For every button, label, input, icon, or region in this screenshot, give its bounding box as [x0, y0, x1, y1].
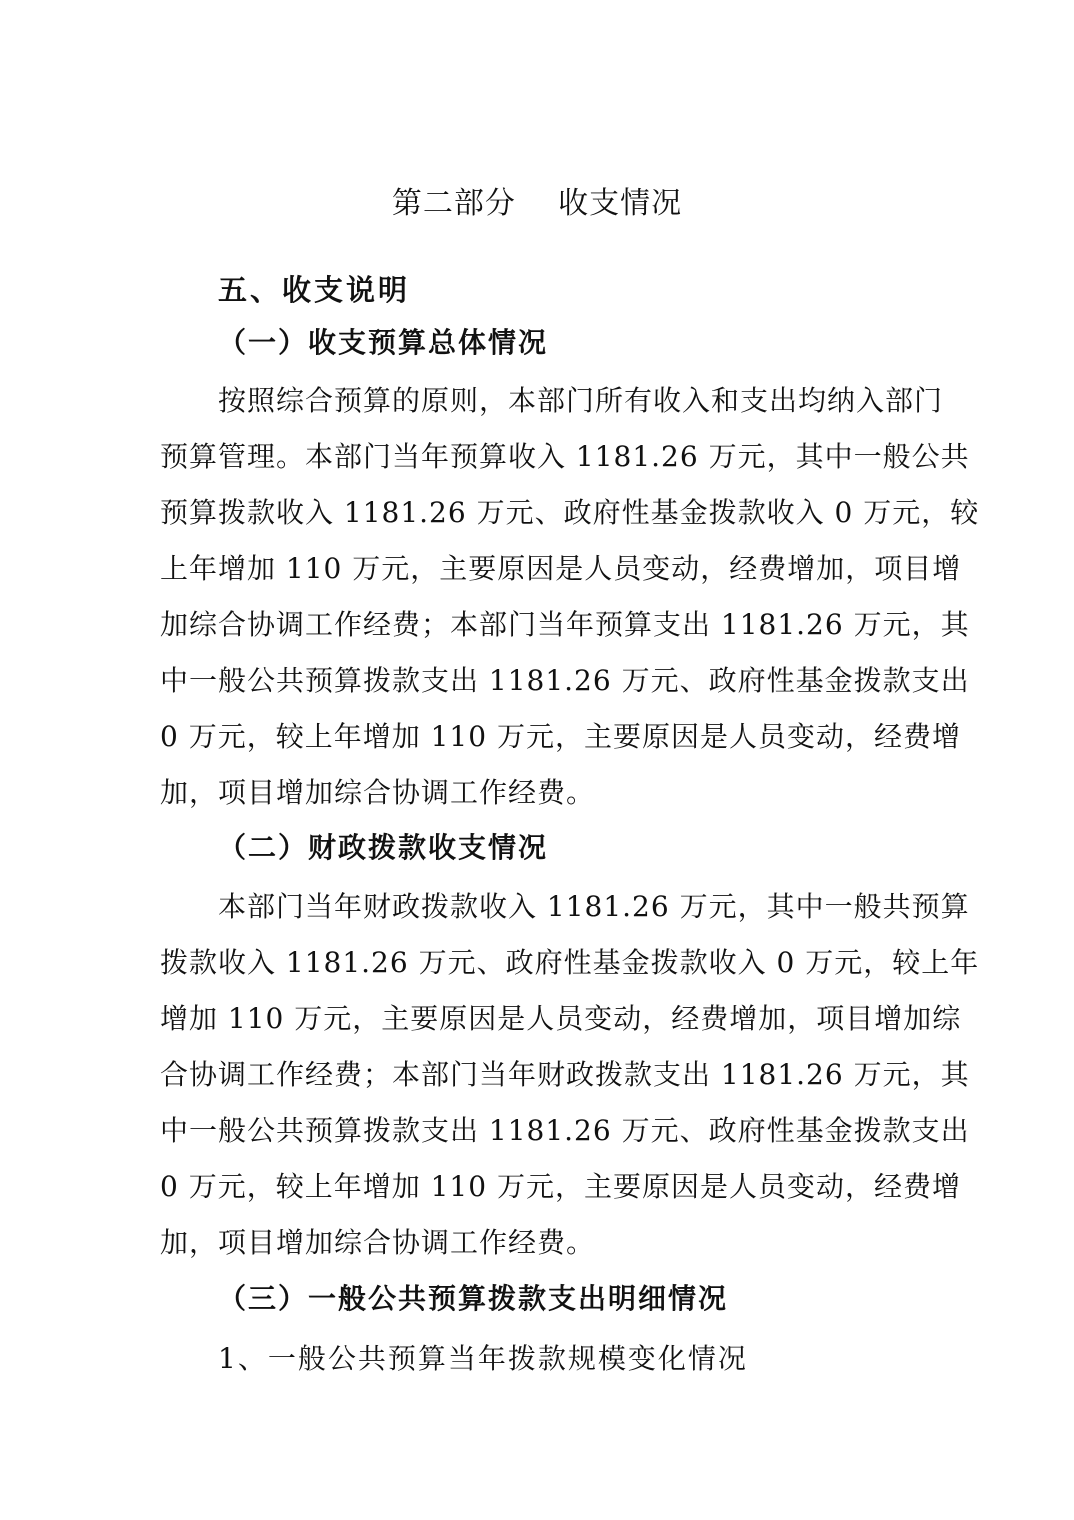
paragraph-line: 0 万元，较上年增加 110 万元，主要原因是人员变动，经费增 [160, 720, 961, 753]
paragraph-line: 预算管理。本部门当年预算收入 1181.26 万元，其中一般公共 [160, 440, 970, 473]
paragraph-line: 合协调工作经费；本部门当年财政拨款支出 1181.26 万元，其 [160, 1058, 970, 1091]
paragraph-line: 加综合协调工作经费；本部门当年预算支出 1181.26 万元，其 [160, 608, 970, 641]
paragraph-line: 本部门当年财政拨款收入 1181.26 万元，其中一般共预算 [218, 890, 970, 923]
subsection-paragraph-1 [160, 373, 980, 821]
list-item: 1、一般公共预算当年拨款规模变化情况 [218, 1342, 748, 1375]
paragraph-line: 中一般公共预算拨款支出 1181.26 万元、政府性基金拨款支出 [160, 1114, 970, 1147]
paragraph-line: 上年增加 110 万元，主要原因是人员变动，经费增加，项目增 [160, 552, 962, 585]
paragraph-line: 按照综合预算的原则，本部门所有收入和支出均纳入部门 [218, 384, 944, 417]
part-title: 第二部分 收支情况 [391, 186, 683, 221]
paragraph-line: 增加 110 万元，主要原因是人员变动，经费增加，项目增加综 [160, 1002, 962, 1035]
subsection-paragraph-2 [160, 879, 980, 1271]
subsection-heading-1: （一）收支预算总体情况 [218, 326, 549, 359]
paragraph-line: 0 万元，较上年增加 110 万元，主要原因是人员变动，经费增 [160, 1170, 961, 1203]
paragraph-line: 加，项目增加综合协调工作经费。 [160, 1226, 596, 1259]
paragraph-line: 预算拨款收入 1181.26 万元、政府性基金拨款收入 0 万元，较 [160, 496, 980, 529]
subsection-heading-3: （三）一般公共预算拨款支出明细情况 [218, 1282, 729, 1315]
section-heading: 五、收支说明 [218, 273, 411, 307]
subsection-heading-2: （二）财政拨款收支情况 [218, 831, 549, 864]
paragraph-line: 加，项目增加综合协调工作经费。 [160, 776, 596, 809]
paragraph-line: 中一般公共预算拨款支出 1181.26 万元、政府性基金拨款支出 [160, 664, 970, 697]
paragraph-line: 拨款收入 1181.26 万元、政府性基金拨款收入 0 万元，较上年 [160, 946, 980, 979]
